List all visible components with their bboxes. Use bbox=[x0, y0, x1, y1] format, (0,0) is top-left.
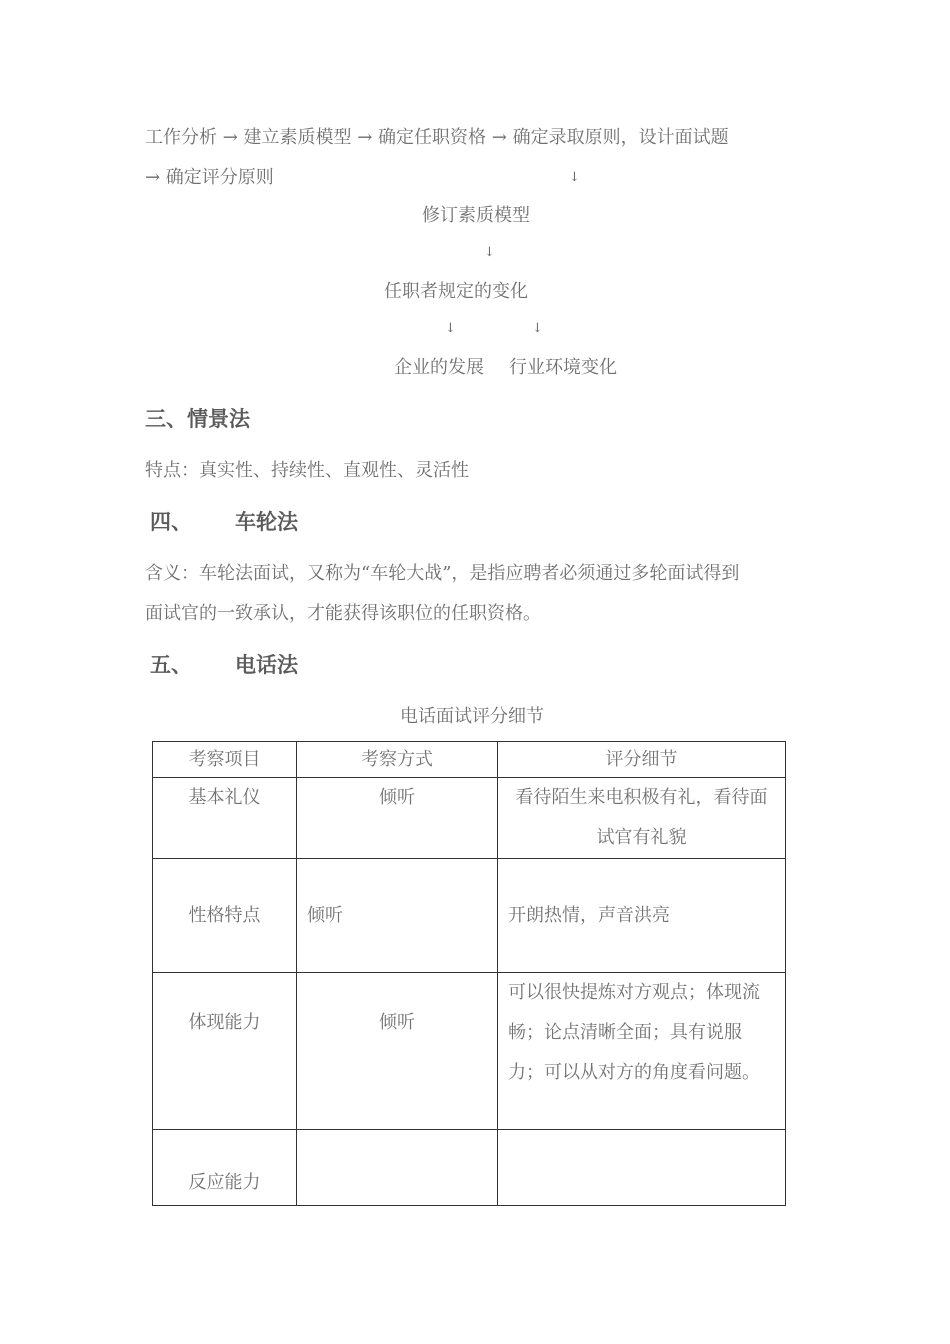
cell-method: 倾听 bbox=[297, 778, 498, 859]
scoring-table bbox=[152, 741, 786, 1206]
table-row bbox=[153, 859, 786, 973]
flow-line-1: 工作分析 → 建立素质模型 → 确定任职资格 → 确定录取原则，设计面试题 bbox=[145, 127, 729, 148]
cell-method: 倾听 bbox=[297, 859, 498, 973]
cell-item: 性格特点 bbox=[153, 859, 297, 973]
flow-industry-change: 行业环境变化 bbox=[509, 357, 617, 378]
detail-line: 力；可以从对方的角度看问题。 bbox=[508, 1062, 760, 1083]
flow-enterprise-development: 企业的发展 bbox=[394, 357, 484, 378]
section-5-heading-number: 五、 bbox=[150, 653, 192, 677]
arrow-down-icon: ↓ bbox=[484, 245, 495, 260]
table-header-row bbox=[153, 742, 786, 778]
flow-revise-model: 修订素质模型 bbox=[422, 205, 530, 226]
arrow-down-icon: ↓ bbox=[445, 321, 456, 336]
header-item: 考察项目 bbox=[153, 742, 297, 778]
cell-method: 倾听 bbox=[297, 973, 498, 1130]
cell-detail bbox=[498, 859, 786, 973]
table-caption: 电话面试评分细节 bbox=[400, 706, 544, 727]
detail-line: 看待陌生来电积极有礼，看待面 bbox=[515, 787, 768, 808]
detail-line: 可以很快提炼对方观点；体现流 bbox=[508, 982, 760, 1003]
detail-line: 试官有礼貌 bbox=[596, 827, 687, 848]
detail-line: 畅；论点清晰全面；具有说服 bbox=[508, 1022, 742, 1043]
section-3-heading: 三、情景法 bbox=[145, 407, 250, 431]
flow-line-2: → 确定评分原则 bbox=[145, 167, 274, 188]
header-detail: 评分细节 bbox=[498, 742, 786, 778]
detail-line: 开朗热情，声音洪亮 bbox=[508, 904, 670, 926]
arrow-down-icon: ↓ bbox=[569, 170, 580, 185]
section-4-heading-title: 车轮法 bbox=[235, 510, 298, 534]
cell-detail bbox=[498, 1130, 786, 1206]
cell-item: 基本礼仪 bbox=[153, 778, 297, 859]
arrow-down-icon: ↓ bbox=[532, 321, 543, 336]
cell-item: 体现能力 bbox=[153, 973, 297, 1130]
section-3-body: 特点：真实性、持续性、直观性、灵活性 bbox=[145, 460, 469, 481]
table-row bbox=[153, 973, 786, 1130]
table-row bbox=[153, 778, 786, 859]
section-4-body-line-1: 含义：车轮法面试，又称为“车轮大战”，是指应聘者必须通过多轮面试得到 bbox=[145, 563, 740, 584]
cell-method bbox=[297, 1130, 498, 1206]
table-row bbox=[153, 1130, 786, 1206]
header-method: 考察方式 bbox=[297, 742, 498, 778]
section-4-heading-number: 四、 bbox=[150, 510, 192, 534]
section-5-heading-title: 电话法 bbox=[235, 653, 298, 677]
cell-item: 反应能力 bbox=[153, 1130, 297, 1206]
cell-detail bbox=[498, 973, 786, 1130]
cell-detail bbox=[498, 778, 786, 859]
section-4-body-line-2: 面试官的一致承认，才能获得该职位的任职资格。 bbox=[145, 603, 541, 624]
flow-role-change: 任职者规定的变化 bbox=[384, 281, 528, 302]
